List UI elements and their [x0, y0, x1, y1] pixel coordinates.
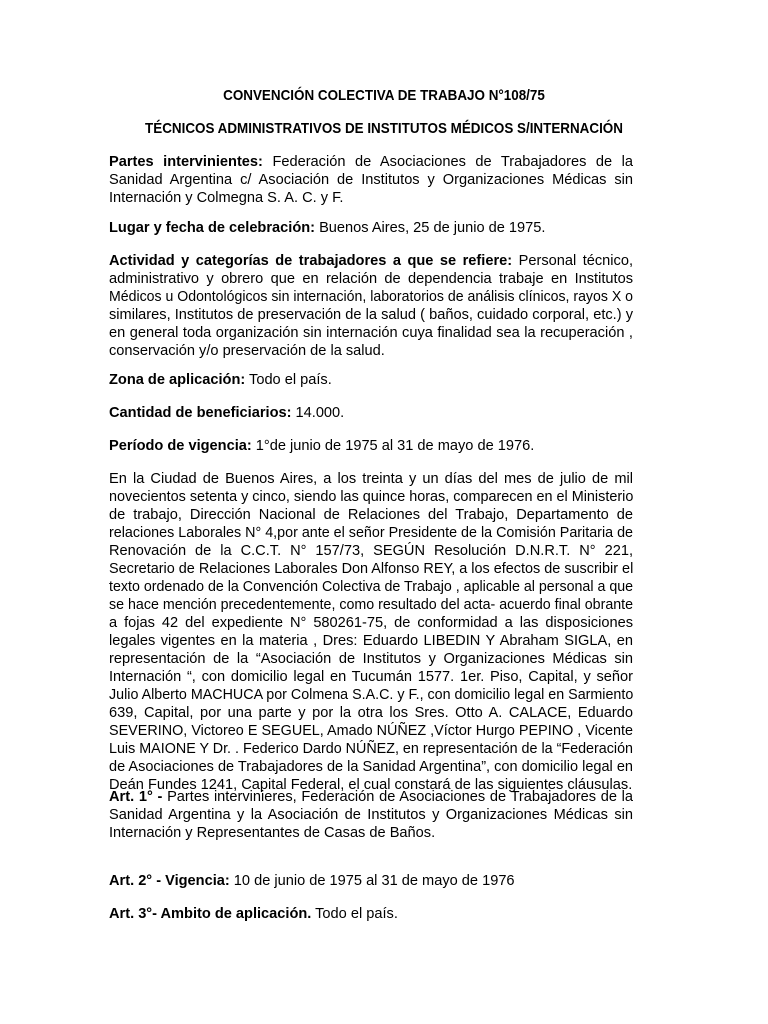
body-line: Luis MAIONE Y Dr. . Federico Dardo NÚÑEZ, en representación de la “Federación — [109, 741, 634, 757]
partes-line-3: Internación y Colmegna S. A. C. y F. — [109, 190, 344, 206]
cantidad-label: Cantidad de beneficiarios: — [109, 405, 292, 421]
body-paragraph — [109, 470, 633, 794]
partes-paragraph — [109, 153, 633, 207]
body-line: relaciones Laborales N° 4,por ante el señor Presidente de la Comisión Paritaria de — [109, 525, 634, 541]
actividad-paragraph — [109, 252, 633, 360]
art1-line-2: Sanidad Argentina y la Asociación de Institutos y Organizaciones Médicas sin — [109, 807, 633, 823]
actividad-line-4: similares, Institutos de preservación de la salud ( baños, cuidado corporal, etc.) y — [109, 307, 633, 323]
art1-paragraph — [109, 788, 633, 842]
actividad-line-3: Médicos u Odontológicos sin internación, laboratorios de análisis clínicos, rayos X o — [109, 289, 634, 305]
partes-line-2: Sanidad Argentina c/ Asociación de Institutos y Organizaciones Médicas sin — [109, 172, 633, 188]
body-line: SEVERINO, Victoreo E SEGUEL, Amado NÚÑEZ ,Víctor Hurgo PEPINO , Vicente — [109, 723, 634, 739]
zona-label: Zona de aplicación: — [109, 372, 246, 388]
actividad-line-1: Actividad y categorías de trabajadores a que se refiere: Personal técnico, — [109, 253, 634, 269]
body-line: a fojas 42 del expediente N° 580261-75, de conformidad a las disposiciones — [109, 615, 633, 631]
lugar-paragraph — [109, 219, 633, 237]
body-line: novecientos setenta y cinco, siendo las quince horas, comparecen en el Ministerio — [109, 489, 634, 505]
document-title: CONVENCIÓN COLECTIVA DE TRABAJO N°108/75 — [223, 88, 545, 104]
zona-value: Todo el país. — [249, 372, 332, 388]
body-line: de Asociaciones de Trabajadores de la Sanidad Argentina”, con domicilio legal en — [109, 759, 633, 775]
body-line: texto ordenado de la Convención Colectiva de Trabajo , aplicable al personal a que — [109, 579, 634, 595]
actividad-label: Actividad y categorías de trabajadores a que se refiere: — [109, 253, 513, 269]
body-line: se hace mención precedentemente, como resultado del acta- acuerdo final obrante — [109, 597, 634, 613]
body-line: En la Ciudad de Buenos Aires, a los treinta y un días del mes de julio de mil — [109, 471, 633, 487]
body-line: Julio Alberto MACHUCA por Colmena S.A.C. y F., con domicilio legal en Sarmiento — [109, 687, 634, 703]
body-line: Deán Fundes 1241, Capital Federal, el cual constará de las siguientes cláusulas. — [109, 777, 633, 793]
art3-label: Art. 3°- Ambito de aplicación. — [109, 906, 312, 922]
body-line: Renovación de la C.C.T. N° 157/73, SEGÚN Resolución D.N.R.T. N° 221, — [109, 543, 633, 559]
body-line: Secretario de Relaciones Laborales Don Alfonso REY, a los efectos de suscribir el — [109, 561, 634, 577]
actividad-line-6: conservación y/o preservación de la salud. — [109, 343, 385, 359]
body-line: legales vigentes en la materia , Dres: Eduardo LIBEDIN Y Abraham SIGLA, en — [109, 633, 633, 649]
art1-line-3: Internación y Representantes de Casas de Baños. — [109, 825, 436, 841]
cantidad-value: 14.000. — [295, 405, 345, 421]
body-line: 639, Capital, por una parte y por la otra los Sres. Otto A. CALACE, Eduardo — [109, 705, 633, 721]
body-line: de trabajo, Dirección Nacional de Relaciones del Trabajo, Departamento de — [109, 507, 633, 523]
zona-paragraph — [109, 371, 633, 389]
partes-line-1: Partes intervinientes: Federación de Asociaciones de Trabajadores de la — [109, 154, 633, 170]
actividad-line-5: en general toda organización sin internación cuya finalidad sea la recuperación , — [109, 325, 633, 341]
art3-value: Todo el país. — [315, 906, 398, 922]
cantidad-paragraph — [109, 404, 633, 422]
document-subtitle: TÉCNICOS ADMINISTRATIVOS DE INSTITUTOS MÉDICOS S/INTERNACIÓN — [145, 121, 623, 137]
art1-label: Art. 1° - — [109, 789, 163, 805]
periodo-value: 1°de junio de 1975 al 31 de mayo de 1976. — [255, 438, 535, 454]
periodo-paragraph — [109, 437, 633, 455]
art1-line-1: Art. 1° - Partes intervinieres, Federación de Asociaciones de Trabajadores de la — [109, 789, 634, 805]
art2-label: Art. 2° - Vigencia: — [109, 873, 230, 889]
lugar-label: Lugar y fecha de celebración: — [109, 220, 316, 236]
body-line: representación de la “Asociación de Institutos y Organizaciones Médicas sin — [109, 651, 633, 667]
art2-paragraph — [109, 872, 633, 890]
art3-paragraph — [109, 905, 633, 923]
lugar-value: Buenos Aires, 25 de junio de 1975. — [319, 220, 546, 236]
body-line: Internación “, con domicilio legal en Tucumán 1577. 1er. Piso, Capital, y señor — [109, 669, 633, 685]
periodo-label: Período de vigencia: — [109, 438, 252, 454]
partes-label: Partes intervinientes: — [109, 154, 263, 170]
actividad-line-2: administrativo y obrero que en relación de dependencia trabaje en Institutos — [109, 271, 633, 287]
art2-value: 10 de junio de 1975 al 31 de mayo de 1976 — [233, 873, 515, 889]
